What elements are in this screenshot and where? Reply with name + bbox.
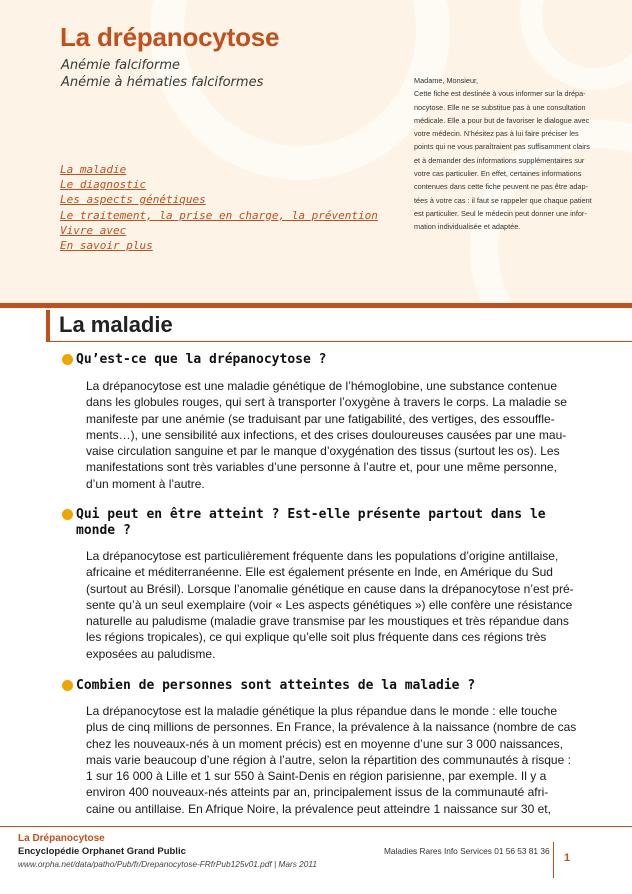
header-panel: [0, 0, 632, 303]
toc-link-le-diagnostic[interactable]: Le diagnostic: [60, 178, 147, 192]
toc-item: [60, 238, 378, 253]
question-heading: [62, 352, 582, 368]
text-line: (surtout au Brésil). Lorsque l’anomalie génétique en cause dans la drépanocytose n’est pré-: [86, 581, 574, 596]
toc-link-en-savoir-plus[interactable]: En savoir plus: [60, 239, 153, 253]
question-title-line: Qui peut en être atteint ? Est-elle présente partout dans le: [76, 507, 546, 522]
question-title-line: monde ?: [76, 523, 131, 538]
subtitle: Anémie à hématies falciformes: [61, 75, 264, 90]
text-line: plus de cinq millions de personnes. En France, la prévalence à la naissance (nombre de cas: [86, 720, 577, 735]
text-line: La drépanocytose est la maladie génétique la plus répandue dans le monde : elle touche: [86, 704, 557, 718]
toc-link-aspects-genetiques[interactable]: Les aspects génétiques: [60, 193, 206, 207]
text-line: caine ou antillaise. En Afrique Noire, la prévalence peut atteindre 1 naissance sur 30 et,: [86, 801, 551, 816]
intro-line: mation individualisée et adaptée.: [414, 222, 521, 232]
page-title: La drépanocytose: [60, 22, 280, 52]
text-line: ments…), une sensibilité aux infections, et des crises douloureuses causées par une mau-: [86, 427, 567, 442]
text-line: vaise circulation sanguine et par le manque d’oxygénation des tissus (surtout les os). Les: [86, 444, 560, 459]
toc-item: [60, 208, 378, 223]
answer-paragraph: [86, 703, 586, 817]
text-line: environ 400 nouveaux-nés atteints par an, principalement issus de la communauté afri-: [86, 785, 549, 800]
text-line: 1 sur 16 000 à Lille et 1 sur 550 à Saint-Denis en région parisienne, par exemple. Il y a: [86, 769, 547, 784]
section-marker: [46, 310, 50, 342]
intro-note: [414, 74, 604, 234]
footer-url: www.orpha.net/data/patho/Pub/fr/Drepanocytose-FRfrPub125v01.pdf | Mars 2011: [18, 859, 318, 869]
text-line: La drépanocytose est particulièrement fréquente dans les populations d’origine antillaise,: [86, 549, 559, 563]
bullet-icon: [62, 680, 73, 691]
subtitle: Anémie falciforme: [61, 58, 180, 73]
footer-separator: [553, 842, 554, 878]
intro-line: Cette fiche est destinée à vous informer sur la drépa-: [414, 89, 586, 99]
intro-line: tées à votre cas : il faut se rappeler que chaque patient: [414, 195, 592, 205]
toc-item: [60, 177, 378, 192]
toc-link-vivre-avec[interactable]: Vivre avec: [60, 223, 127, 237]
bullet-icon: [62, 509, 73, 520]
intro-line: votre cas particulier. En effet, certaines informations: [414, 169, 582, 179]
page-number: 1: [564, 852, 571, 864]
text-line: chez les nouveaux-nés à un moment précis) est en moyenne d’une sur 3 000 naissances,: [86, 736, 563, 751]
table-of-contents: [60, 162, 378, 253]
text-line: africaine et méditerranéenne. Elle est également présente en Inde, en Amérique du Sud: [86, 565, 553, 580]
question-title-line: Qu’est-ce que la drépanocytose ?: [76, 352, 327, 367]
footer-info: [18, 832, 317, 870]
section-title: La maladie: [59, 312, 173, 337]
footer-service: Maladies Rares Info Services 01 56 53 81 36: [384, 846, 550, 856]
intro-line: médicale. Elle a pour but de favoriser le dialogue avec: [414, 115, 590, 125]
intro-line: points qui ne vous paraîtraient pas suffisamment clairs: [414, 142, 590, 152]
text-line: les régions tropicales), ce qui explique qu’elle soit plus fréquente dans ces régions très: [86, 630, 547, 645]
text-line: manifeste par une anémie (se traduisant par une fatigabilité, des vertiges, des essouffle-: [86, 411, 555, 426]
intro-line: et à demander des informations supplémentaires sur: [414, 155, 585, 165]
intro-line: votre médecin. N’hésitez pas à lui faire préciser les: [414, 129, 579, 139]
intro-line: nocytose. Elle ne se substitue pas à une consultation: [414, 102, 586, 112]
intro-line: est particulier. Seul le médecin peut donner une infor-: [414, 208, 587, 218]
text-line: mais varie beaucoup d’une région à l’autre, selon la répartition des communautés à risque :: [86, 752, 571, 767]
header-divider: [0, 303, 632, 308]
intro-greeting: Madame, Monsieur,: [414, 76, 479, 85]
text-line: sente qu’à un seul exemplaire (voir « Les aspects génétiques ») elle confère une résistance: [86, 597, 573, 612]
toc-item: [60, 192, 378, 207]
text-line: naturelle au paludisme (maladie grave transmise par les moustiques et très répandue dans: [86, 614, 569, 629]
text-line: dans les globules rouges, qui sert à transporter l’oxygène à travers le corps. La maladie se: [86, 395, 567, 410]
text-line: exposées au paludisme.: [86, 646, 216, 661]
footer-title: La Drépanocytose: [18, 833, 105, 844]
text-line: manifestations sont très variables d’une personne à l’autre et, pour une même personne,: [86, 460, 557, 475]
intro-line: contenues dans cette fiche peuvent ne pas être adap-: [414, 182, 589, 192]
section-underline: [46, 341, 632, 342]
question-heading: [62, 678, 582, 694]
text-line: d’un moment à l’autre.: [86, 476, 205, 491]
answer-paragraph: [86, 378, 586, 492]
toc-link-la-maladie[interactable]: La maladie: [60, 163, 127, 176]
question-title-line: Combien de personnes sont atteintes de la maladie ?: [76, 678, 476, 693]
text-line: La drépanocytose est une maladie génétique de l’hémoglobine, une substance contenue: [86, 379, 558, 393]
bullet-icon: [62, 354, 73, 365]
answer-paragraph: [86, 548, 586, 662]
section-heading: [46, 310, 632, 342]
toc-item: [60, 223, 378, 238]
question-heading: [62, 507, 582, 539]
toc-link-traitement[interactable]: Le traitement, la prise en charge, la prévention: [60, 208, 378, 222]
footer-divider: [0, 826, 632, 827]
footer-publisher: Encyclopédie Orphanet Grand Public: [18, 846, 186, 857]
toc-item: [60, 162, 378, 177]
